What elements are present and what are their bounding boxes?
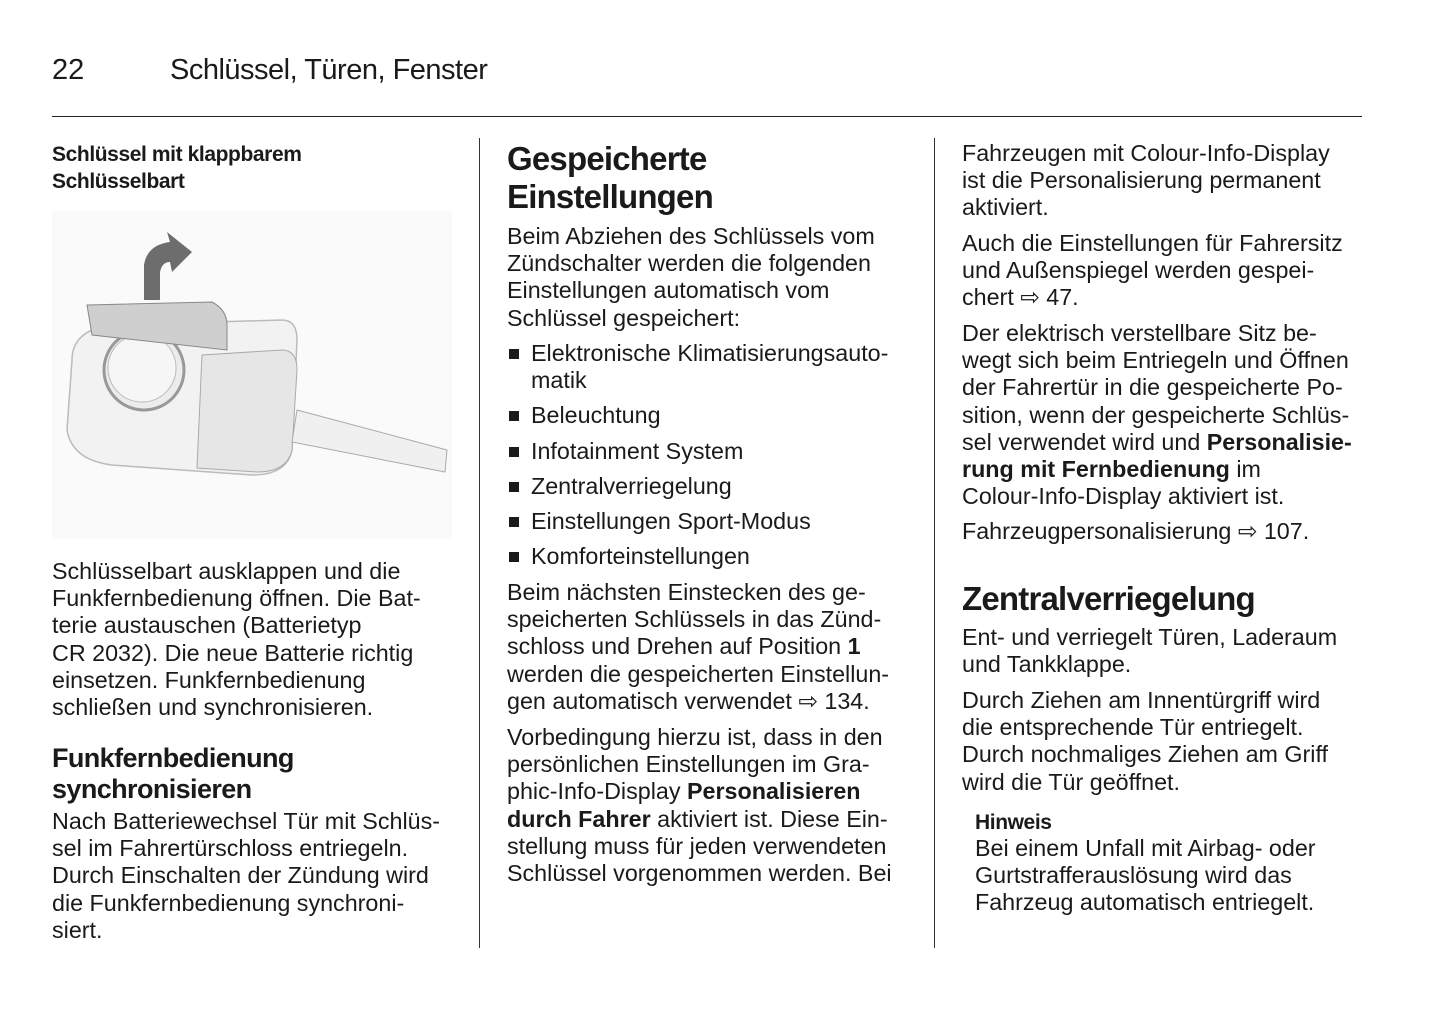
- text-line: siert.: [52, 916, 103, 943]
- text-line: [975, 889, 1316, 916]
- text-segment: Der elektrisch verstellbare Sitz be-: [962, 320, 1317, 346]
- text-line: [962, 518, 1309, 545]
- bold-text: Personalisie-: [1206, 428, 1352, 455]
- list-item: [507, 402, 888, 429]
- text-line: Infotainment System: [531, 437, 744, 464]
- text-line: [507, 579, 889, 606]
- text-segment: Schlüssel vorgenommen werden. Bei: [507, 860, 892, 887]
- list-item: [507, 508, 888, 535]
- text-segment: Fahrzeugen mit Colour-Info-Display: [962, 140, 1330, 166]
- text-line: [962, 347, 1352, 374]
- text-segment: die entsprechende Tür entriegelt.: [962, 714, 1304, 741]
- text-line: [975, 835, 1316, 862]
- text-segment: Vorbedingung hierzu ist, dass in den: [507, 724, 883, 750]
- heading-line: Einstellungen: [507, 178, 713, 215]
- text-segment: schloss und Drehen auf Position: [507, 633, 848, 660]
- text-line: [962, 284, 1343, 311]
- section-heading-central-locking: Zentralverriegelung: [962, 580, 1255, 617]
- text-line: die Funkfernbedienung synchroni-: [52, 889, 405, 916]
- text-line: Einstellungen Sport-Modus: [531, 508, 811, 535]
- text-line: einsetzen. Funkfernbedienung: [52, 666, 366, 693]
- paragraph: [962, 140, 1330, 222]
- text-segment: werden die gespeicherten Einstellun-: [507, 660, 890, 687]
- text-line: [962, 769, 1328, 796]
- text-segment: im: [1229, 456, 1261, 483]
- text-segment: Durch nochmaliges Ziehen am Griff: [962, 741, 1329, 768]
- text-segment: aktiviert.: [962, 194, 1049, 221]
- text-line: [962, 257, 1343, 284]
- text-segment: Durch Ziehen am Innentürgriff wird: [962, 687, 1321, 713]
- text-segment: speicherten Schlüssels in das Zünd-: [507, 606, 882, 633]
- text-segment: chert ⇨ 47.: [962, 284, 1079, 311]
- text-line: Elektronische Klimatisierungsauto-: [531, 340, 889, 366]
- text-line: [962, 624, 1337, 651]
- text-segment: sel verwendet wird und: [962, 428, 1207, 455]
- column-divider: [479, 138, 480, 948]
- paragraph: [962, 518, 1309, 545]
- text-segment: phic-Info-Display: [507, 778, 687, 805]
- text-segment: persönlichen Einstellungen im Gra-: [507, 751, 870, 778]
- text-line: [962, 429, 1352, 456]
- list-item: [507, 438, 888, 465]
- bold-text: durch Fahrer: [507, 805, 651, 832]
- text-segment: Auch die Einstellungen für Fahrersitz: [962, 230, 1343, 256]
- text-segment: sition, wenn der gespeicherte Schlüs-: [962, 401, 1350, 428]
- text-line: Einstellungen automatisch vom: [507, 277, 830, 304]
- heading-line: Gespeicherte: [507, 140, 707, 177]
- text-segment: und Außenspiegel werden gespei-: [962, 257, 1315, 284]
- bullet-list: [507, 340, 888, 570]
- header-rule: [52, 116, 1362, 117]
- key-battery-illustration: [52, 210, 452, 538]
- text-line: Beim Abziehen des Schlüssels vom: [507, 223, 875, 249]
- text-line: [507, 724, 892, 751]
- text-segment: wird die Tür geöffnet.: [962, 768, 1180, 795]
- heading-line: synchronisieren: [52, 774, 252, 804]
- text-line: [507, 751, 892, 778]
- text-line: Zündschalter werden die folgenden: [507, 250, 871, 277]
- text-line: terie austauschen (Batterietyp: [52, 612, 362, 639]
- text-segment: aktiviert ist. Diese Ein-: [650, 805, 888, 832]
- text-line: [962, 194, 1330, 221]
- text-line: [962, 687, 1328, 714]
- text-segment: stellung muss für jeden verwendeten: [507, 832, 887, 859]
- text-segment: Colour-Info-Display aktiviert ist.: [962, 483, 1285, 510]
- text-line: [507, 633, 889, 660]
- text-line: Zentralverriegelung: [531, 472, 732, 499]
- section-heading-sync: [52, 743, 294, 805]
- text-segment: der Fahrertür in die gespeicherte Po-: [962, 374, 1343, 401]
- text-line: [507, 806, 892, 833]
- text-segment: und Tankklappe.: [962, 651, 1132, 678]
- text-line: matik: [531, 367, 587, 394]
- text-line: [962, 230, 1343, 257]
- text-line: [962, 651, 1337, 678]
- bold-text: 1: [847, 633, 861, 660]
- text-line: [962, 714, 1328, 741]
- text-line: [507, 860, 892, 887]
- text-line: [962, 320, 1352, 347]
- text-segment: wegt sich beim Entriegeln und Öffnen: [962, 347, 1349, 374]
- paragraph: [962, 624, 1337, 678]
- text-line: [962, 402, 1352, 429]
- paragraph: [507, 223, 875, 332]
- text-line: [962, 374, 1352, 401]
- text-segment: Gurtstrafferauslösung wird das: [975, 862, 1292, 889]
- text-line: [962, 140, 1330, 167]
- text-segment: Ent- und verriegelt Türen, Laderaum: [962, 624, 1338, 650]
- text-line: [962, 167, 1330, 194]
- text-line: Schlüssel gespeichert:: [507, 304, 741, 331]
- heading-line: Funkfernbedienung: [52, 743, 294, 773]
- text-line: [507, 688, 889, 715]
- list-item: [507, 340, 888, 394]
- text-segment: Bei einem Unfall mit Airbag- oder: [975, 835, 1316, 861]
- note-text: [975, 835, 1316, 917]
- text-line: [507, 661, 889, 688]
- text-line: [962, 483, 1352, 510]
- text-line: CR 2032). Die neue Batterie richtig: [52, 639, 414, 666]
- text-line: Funkfernbedienung öffnen. Die Bat-: [52, 585, 421, 612]
- text-line: [975, 862, 1316, 889]
- text-segment: ist die Personalisierung permanent: [962, 167, 1321, 194]
- paragraph: [507, 579, 889, 715]
- text-line: Beleuchtung: [531, 402, 661, 429]
- paragraph: [507, 724, 892, 887]
- column-divider: [934, 138, 935, 948]
- text-line: sel im Fahrertürschloss entriegeln.: [52, 835, 409, 862]
- text-line: [962, 456, 1352, 483]
- text-segment: Beim nächsten Einstecken des ge-: [507, 579, 866, 605]
- text-segment: Fahrzeug automatisch entriegelt.: [975, 889, 1315, 916]
- paragraph: [962, 687, 1328, 796]
- text-line: [507, 606, 889, 633]
- text-line: [507, 833, 892, 860]
- list-item: [507, 543, 888, 570]
- paragraph: [52, 808, 440, 944]
- text-segment: Fahrzeugpersonalisierung ⇨ 107.: [962, 518, 1310, 544]
- note-title: Hinweis: [975, 811, 1052, 834]
- section-heading-key: [52, 141, 302, 195]
- text-line: Nach Batteriewechsel Tür mit Schlüs-: [52, 808, 440, 834]
- paragraph: [962, 320, 1352, 510]
- heading-line: Schlüsselbart: [52, 170, 185, 193]
- chapter-title: Schlüssel, Türen, Fenster: [170, 54, 488, 86]
- text-line: [507, 778, 892, 805]
- paragraph: [962, 230, 1343, 312]
- text-segment: gen automatisch verwendet ⇨ 134.: [507, 687, 870, 714]
- text-line: [962, 741, 1328, 768]
- page-number: 22: [52, 54, 85, 86]
- text-line: schließen und synchronisieren.: [52, 694, 374, 721]
- text-line: Durch Einschalten der Zündung wird: [52, 862, 429, 889]
- list-item: [507, 473, 888, 500]
- section-heading-saved-settings: [507, 140, 713, 216]
- paragraph: [52, 558, 421, 721]
- bold-text: rung mit Fernbedienung: [962, 456, 1230, 483]
- heading-line: Schlüssel mit klappbarem: [52, 143, 302, 166]
- bold-text: Personalisieren: [686, 778, 861, 805]
- text-line: Komforteinstellungen: [531, 543, 750, 570]
- text-line: Schlüsselbart ausklappen und die: [52, 558, 401, 584]
